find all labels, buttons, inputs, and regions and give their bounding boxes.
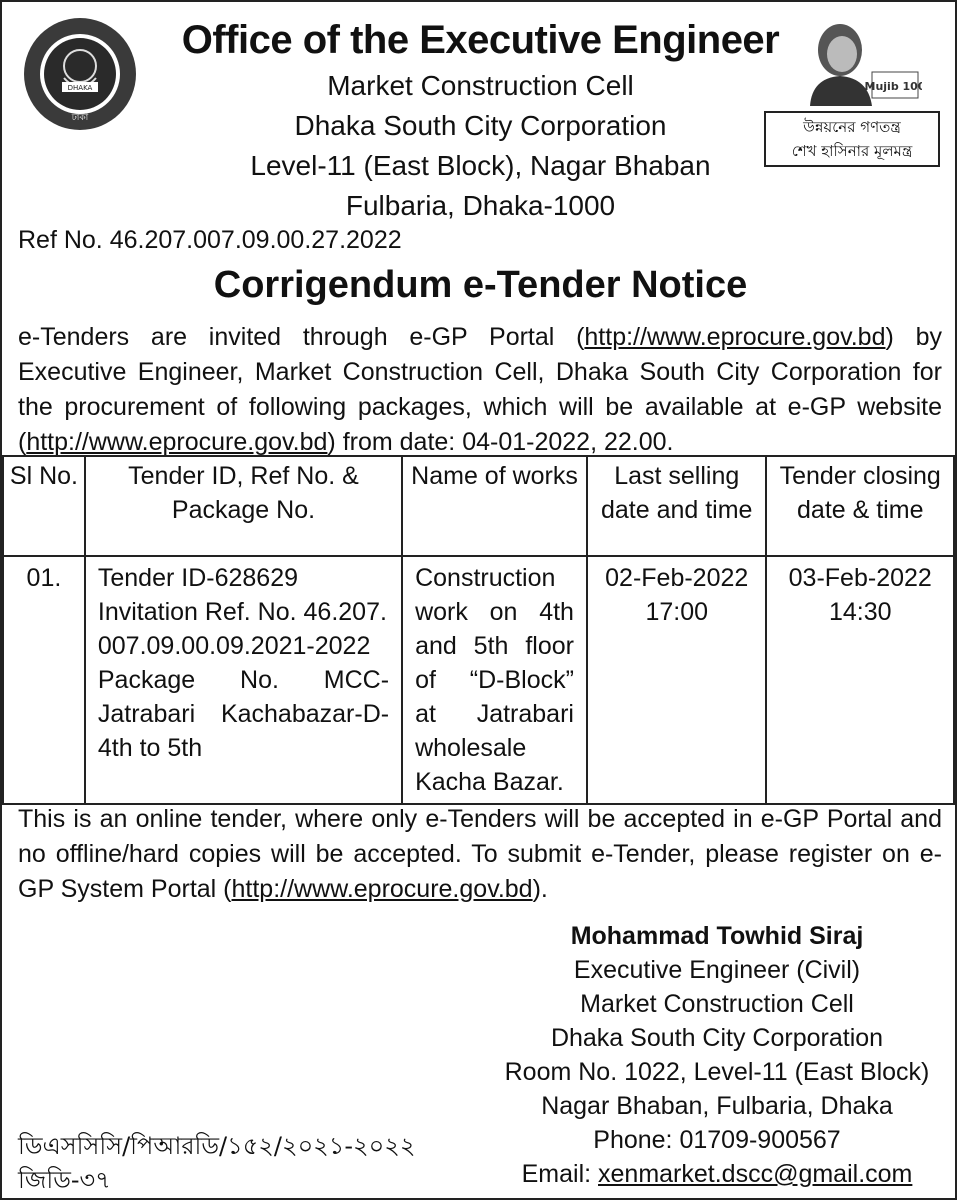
header-line-4: Fulbaria, Dhaka-1000 <box>345 190 616 221</box>
table-header-row <box>3 456 954 556</box>
email-link[interactable]: xenmarket.dscc@gmail.com <box>598 1160 913 1188</box>
eprocure-link-1[interactable]: http://www.eprocure.gov.bd <box>584 323 886 351</box>
bottom-code-1: ডিএসসিসি/পিআরডি/১৫২/২০২১-২০২২ <box>18 1132 416 1160</box>
tender-id: Tender ID-628629 <box>97 564 299 592</box>
intro-paragraph <box>18 320 942 460</box>
note-text-2: ). <box>532 875 548 903</box>
cell-closing: 03-Feb-2022 14:30 <box>766 556 954 804</box>
intro-text-1: e-Tenders are invited through e-GP Portal ( <box>18 323 585 351</box>
header-line-1: Market Construction Cell <box>327 70 634 101</box>
invitation-ref: Invitation Ref. No. 46.207.007.09.00.09.2021-2022 <box>97 598 387 660</box>
bottom-code-2: জিডি-৩৭ <box>18 1166 111 1194</box>
note-text-1: This is an online tender, where only e-Tenders will be accepted in e-GP Portal and no offline/hard copies will be accepted. To submit e-Tender, please register on e-GP System Portal ( <box>18 805 942 903</box>
ref-number: Ref No. 46.207.007.09.00.27.2022 <box>18 226 402 254</box>
notice-title: Corrigendum e-Tender Notice <box>213 264 748 306</box>
cell-tender <box>85 556 402 804</box>
slogan-box <box>764 111 940 167</box>
header-closing: Tender closing date & time <box>766 456 954 556</box>
email-label: Email: <box>521 1160 599 1188</box>
slogan-line-2: শেখ হাসিনার মূলমন্ত্র <box>791 142 913 160</box>
cell-sl: 01. <box>3 556 85 804</box>
header-tender: Tender ID, Ref No. & Package No. <box>85 456 402 556</box>
signatory-cell: Market Construction Cell <box>580 990 854 1018</box>
header-last-selling: Last selling date and time <box>587 456 767 556</box>
signatory-phone: Phone: 01709-900567 <box>593 1126 841 1154</box>
slogan-line-1: উন্নয়নের গণতন্ত্র <box>803 118 901 136</box>
signatory-designation: Executive Engineer (Civil) <box>573 956 861 984</box>
online-tender-note <box>18 802 942 907</box>
signatory-address: Nagar Bhaban, Fulbaria, Dhaka <box>541 1092 893 1120</box>
header-works: Name of works <box>402 456 587 556</box>
intro-text-4: ) from date: 04-01-2022, 22.00. <box>327 428 674 456</box>
svg-text:DHAKA: DHAKA <box>67 84 93 92</box>
intro-text-3: ( <box>18 428 27 456</box>
signatory-room: Room No. 1022, Level-11 (East Block) <box>504 1058 930 1086</box>
header-sl: Sl No. <box>3 456 85 556</box>
signatory-name: Mohammad Towhid Siraj <box>570 922 864 950</box>
eprocure-link-3[interactable]: http://www.eprocure.gov.bd <box>231 875 533 903</box>
package-no: Package No. MCC-Jatrabari Kachabazar-D-4th to 5th <box>97 666 390 762</box>
header-line-2: Dhaka South City Corporation <box>294 110 667 141</box>
eprocure-link-2[interactable]: http://www.eprocure.gov.bd <box>26 428 328 456</box>
svg-text:ঢাকা: ঢাকা <box>71 113 89 123</box>
intro-text-2: ) by Executive Engineer, Market Construction Cell, Dhaka South City Corporation for the procurement of following packages, which will be available at e-GP website <box>18 323 942 421</box>
svg-text:Mujib 100: Mujib 100 <box>864 80 922 93</box>
table-row <box>3 556 954 804</box>
signatory-org: Dhaka South City Corporation <box>550 1024 884 1052</box>
mujib-portrait-icon <box>802 20 922 106</box>
header-line-3: Level-11 (East Block), Nagar Bhaban <box>250 150 711 181</box>
cell-last-selling: 02-Feb-2022 17:00 <box>587 556 767 804</box>
office-title: Office of the Executive Engineer <box>181 18 780 62</box>
tender-table <box>2 455 955 805</box>
signatory-email <box>482 1160 952 1189</box>
cell-works: Construction work on 4th and 5th floor of “D-Block” at Jatrabari wholesale Kacha Bazar. <box>402 556 587 804</box>
